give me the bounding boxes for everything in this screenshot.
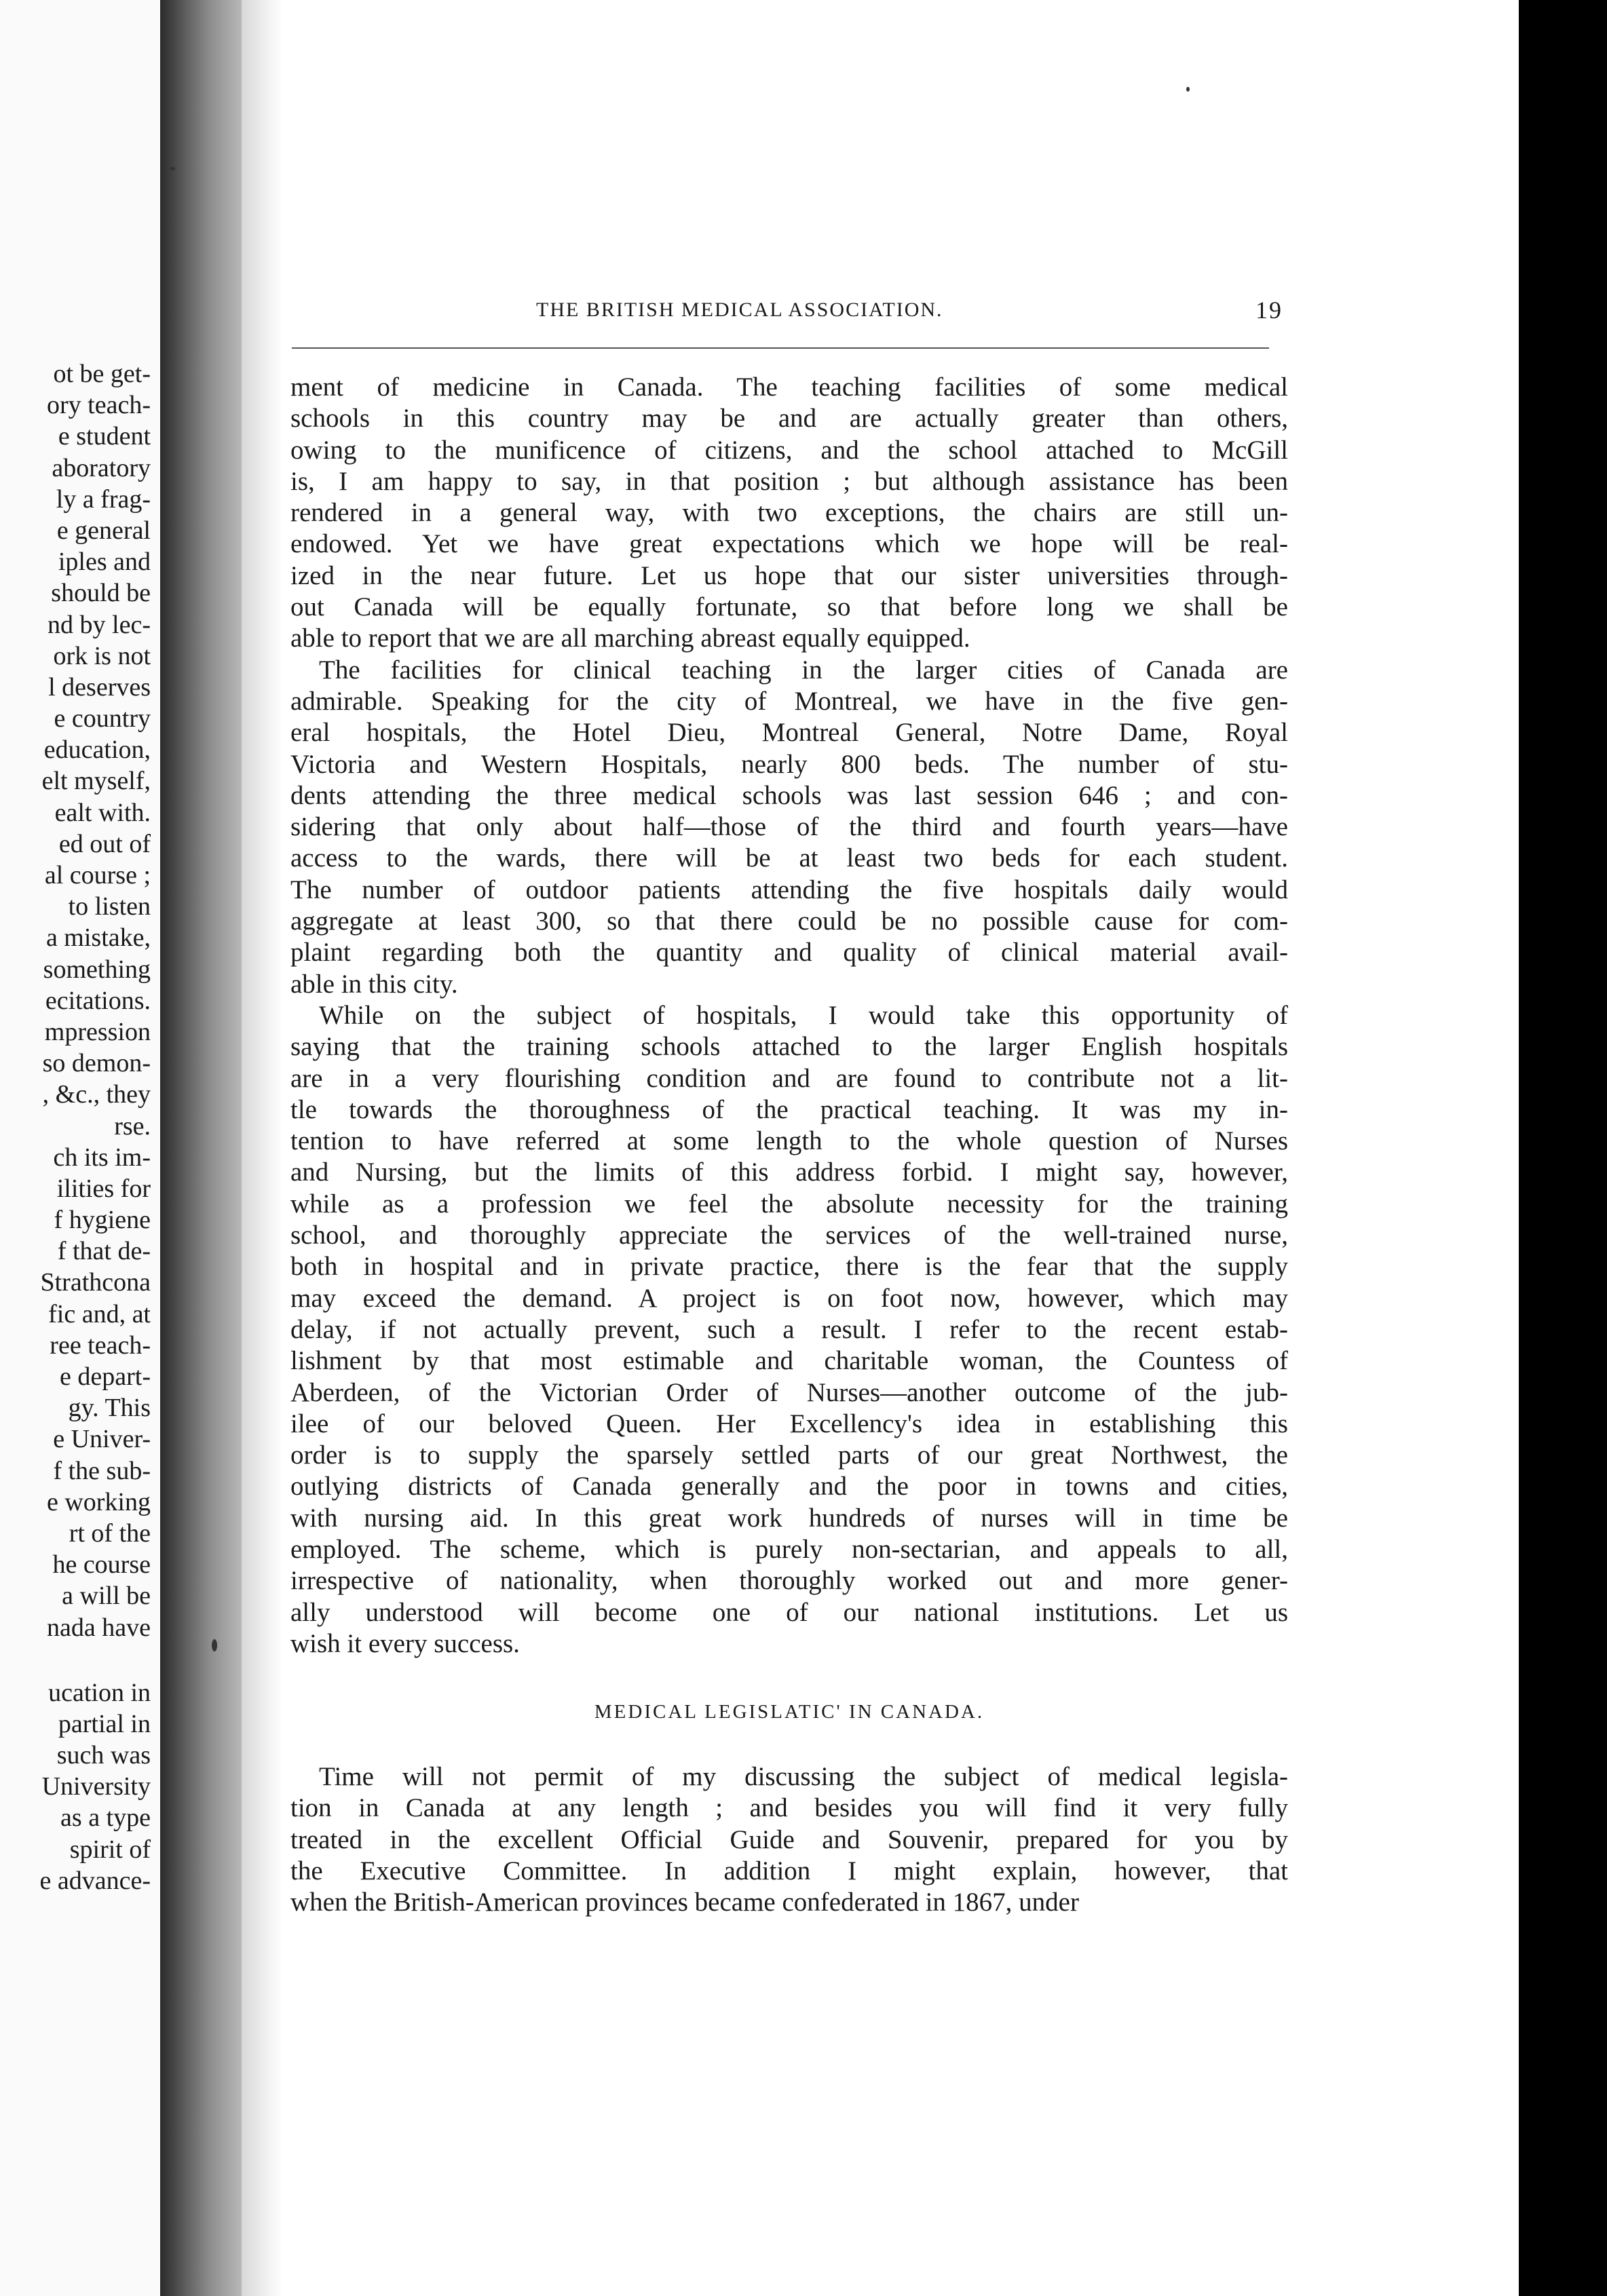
left-page-line: ork is not — [53, 641, 151, 670]
left-page-line: l deserves — [48, 672, 151, 702]
text-line: out Canada will be equally fortunate, so that before long we shall be — [290, 592, 1288, 622]
text-line: aggregate at least 300, so that there could be no possible cause for com- — [290, 906, 1288, 936]
left-page-line: rse. — [114, 1111, 151, 1141]
text-line: irrespective of nationality, when thoroughly worked out and more gener- — [290, 1566, 1288, 1596]
text-line: with nursing aid. In this great work hundreds of nurses will in time be — [290, 1503, 1288, 1533]
left-page-line: e student — [58, 422, 151, 451]
left-page-line: ealt with. — [54, 798, 151, 827]
left-page-line: mpression — [44, 1017, 151, 1046]
left-page-line: e advance- — [39, 1866, 151, 1895]
left-page-line: he course — [52, 1550, 151, 1580]
paragraphs — [290, 372, 1288, 1660]
section-heading: MEDICAL LEGISLATIC' IN CANADA. — [594, 1701, 985, 1723]
text-line: access to the wards, there will be at least two beds for each student. — [290, 843, 1288, 873]
left-page-line: ot be get- — [53, 360, 151, 388]
text-line: ilee of our beloved Queen. Her Excellency's idea in establishing this — [290, 1409, 1288, 1438]
paragraph — [290, 1761, 1288, 1918]
book-gutter — [160, 0, 242, 2296]
left-page-line: , &c., they — [42, 1080, 151, 1109]
text-line: when the British-American provinces became confederated in 1867, under — [290, 1888, 1079, 1917]
left-page-line: ucation in — [48, 1678, 151, 1707]
left-page-line: elt myself, — [41, 767, 151, 796]
text-line: treated in the excellent Official Guide and Souvenir, prepared for you by — [290, 1824, 1288, 1854]
text-line: dents attending the three medical schools was last session 646 ; and con- — [290, 780, 1288, 810]
paragraph — [290, 1000, 1288, 1660]
left-page-line: rt of the — [69, 1518, 151, 1548]
text-line: Time will not permit of my discussing the subject of medical legisla- — [319, 1762, 1288, 1792]
text-line: lishment by that most estimable and charitable woman, the Countess of — [290, 1346, 1288, 1376]
page-number: 19 — [1255, 296, 1283, 324]
text-line: tion in Canada at any length ; and besides you will find it very fully — [290, 1793, 1288, 1823]
text-line: school, and thoroughly appreciate the services of the well-trained nurse, — [290, 1221, 1288, 1250]
gutter-shadow — [242, 0, 282, 2296]
left-page-line: Strathcona — [40, 1268, 151, 1297]
text-line: delay, if not actually prevent, such a result. I refer to the recent estab- — [290, 1314, 1288, 1344]
text-line: schools in this country may be and are actually greater than others, — [290, 404, 1288, 434]
text-line: outlying districts of Canada generally and the poor in towns and cities, — [290, 1472, 1288, 1501]
left-page-line: nd by lec- — [48, 610, 151, 639]
body-text — [290, 372, 1288, 1919]
print-fleck — [1186, 87, 1190, 92]
left-page-line: e country — [54, 704, 151, 733]
left-page-line: ed out of — [58, 829, 151, 858]
final-paragraph — [290, 1761, 1288, 1918]
left-page-gap — [0, 1643, 151, 1677]
text-line: rendered in a general way, with two exceptions, the chairs are still un- — [290, 498, 1288, 528]
text-line: The facilities for clinical teaching in the larger cities of Canada are — [319, 655, 1288, 685]
text-line: tention to have referred at some length to the whole question of Nurses — [290, 1126, 1288, 1156]
text-line: the Executive Committee. In addition I might explain, however, that — [290, 1856, 1288, 1886]
left-page-line: a will be — [62, 1582, 151, 1611]
left-page-line: al course ; — [44, 861, 151, 889]
left-page-line: ecitations. — [45, 986, 151, 1015]
text-line: employed. The scheme, which is purely non-sectarian, and appeals to all, — [290, 1534, 1288, 1564]
text-line: admirable. Speaking for the city of Montreal, we have in the five gen- — [290, 686, 1288, 716]
text-line: order is to supply the sparsely settled parts of our great Northwest, the — [290, 1440, 1288, 1470]
text-line: tle towards the thoroughness of the practical teaching. It was my in- — [290, 1094, 1288, 1124]
left-page-line: such was — [56, 1741, 151, 1770]
text-line: Aberdeen, of the Victorian Order of Nurses—another outcome of the jub- — [290, 1377, 1288, 1407]
text-line: ment of medicine in Canada. The teaching facilities of some medical — [290, 372, 1288, 402]
left-page-line: fic and, at — [48, 1299, 151, 1328]
left-page-line: ilities for — [56, 1174, 151, 1203]
print-fleck — [170, 167, 175, 170]
text-line: owing to the munificence of citizens, and the school attached to McGill — [290, 435, 1288, 465]
left-page-line: a mistake, — [45, 923, 151, 953]
left-page-line: something — [43, 955, 151, 984]
text-line: and Nursing, but the limits of this address forbid. I might say, however, — [290, 1157, 1288, 1187]
text-line: sidering that only about half—those of the third and fourth years—have — [290, 812, 1288, 842]
left-page-line: e depart- — [60, 1362, 151, 1391]
text-line: both in hospital and in private practice, there is the fear that the supply — [290, 1252, 1288, 1282]
text-line: are in a very flourishing condition and are found to contribute not a lit- — [290, 1063, 1288, 1093]
left-page-line: University — [41, 1772, 151, 1801]
text-line: wish it every success. — [290, 1628, 520, 1658]
left-page-line: e general — [56, 516, 151, 545]
text-line: ized in the near future. Let us hope that our sister universities through- — [290, 560, 1288, 590]
text-line: endowed. Yet we have great expectations which we hope will be real- — [290, 529, 1288, 559]
text-line: may exceed the demand. A project is on foot now, however, which may — [290, 1283, 1288, 1313]
text-line: is, I am happy to say, in that position ; but although assistance has been — [290, 466, 1288, 496]
left-page-line: f the sub- — [53, 1456, 151, 1485]
left-page-line: should be — [51, 579, 151, 608]
left-page-line: ly a frag- — [56, 484, 151, 514]
left-page-line: as a type — [60, 1803, 151, 1833]
left-page-line: f hygiene — [54, 1206, 151, 1235]
text-line: able to report that we are all marching abreast equally equipped. — [290, 624, 970, 653]
left-page-fragment — [0, 0, 160, 2296]
page-edge — [1519, 0, 1607, 2296]
text-line: plaint regarding both the quantity and quality of clinical material avail- — [290, 938, 1288, 968]
left-page-line: ch its im- — [53, 1143, 151, 1172]
header-rule — [292, 347, 1269, 349]
left-page-line: ory teach- — [47, 391, 151, 420]
left-page-line: gy. This — [68, 1394, 151, 1423]
running-head: THE BRITISH MEDICAL ASSOCIATION. — [536, 299, 943, 321]
text-line: eral hospitals, the Hotel Dieu, Montreal General, Notre Dame, Royal — [290, 718, 1288, 748]
print-fleck — [212, 1639, 217, 1651]
left-page-line: partial in — [58, 1709, 151, 1738]
text-line: While on the subject of hospitals, I would take this opportunity of — [319, 1000, 1288, 1030]
paragraph — [290, 655, 1288, 1000]
text-line: Victoria and Western Hospitals, nearly 800 beds. The number of stu- — [290, 749, 1288, 779]
left-page-line: spirit of — [69, 1835, 151, 1864]
text-line: able in this city. — [290, 969, 458, 999]
paragraph — [290, 372, 1288, 655]
left-page-line: ree teach- — [50, 1331, 151, 1360]
text-line: The number of outdoor patients attending the five hospitals daily would — [290, 875, 1288, 904]
text-line: ally understood will become one of our national institutions. Let us — [290, 1597, 1288, 1627]
text-line: saying that the training schools attached to the larger English hospitals — [290, 1032, 1288, 1062]
left-page-line: e Univer- — [53, 1425, 151, 1454]
left-page-line: e working — [46, 1487, 151, 1516]
left-page-line: to listen — [68, 892, 151, 921]
left-page-line: so demon- — [42, 1049, 151, 1078]
left-page-line: f that de- — [57, 1237, 151, 1266]
left-page-text — [0, 358, 151, 1896]
left-page-line: aboratory — [52, 453, 151, 482]
left-page-line: education, — [43, 735, 151, 765]
left-page-line: iples and — [58, 548, 151, 577]
page-header — [292, 296, 1283, 331]
left-page-line: nada have — [47, 1613, 151, 1642]
text-line: while as a profession we feel the absolute necessity for the training — [290, 1189, 1288, 1219]
